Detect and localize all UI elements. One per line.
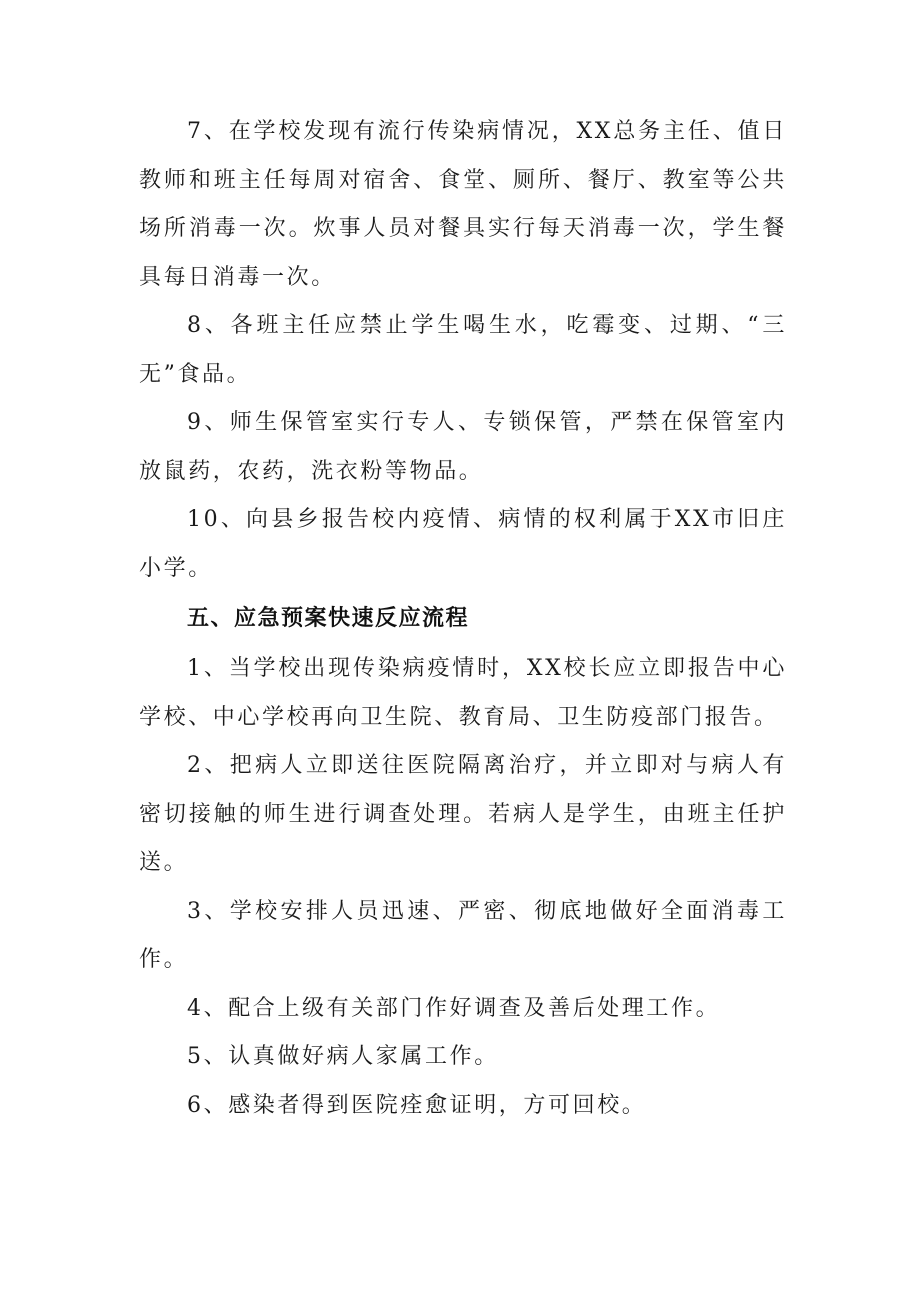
paragraph-item-9: 9、师生保管室实行专人、专锁保管，严禁在保管室内放鼠药，农药，洗衣粉等物品。 (139, 410, 787, 484)
paragraph-item-10: 10、向县乡报告校内疫情、病情的权利属于XX市旧庄小学。 (139, 507, 787, 581)
procedure-step-4: 4、配合上级有关部门作好调查及善后处理工作。 (187, 995, 721, 1021)
procedure-step-2: 2、把病人立即送往医院隔离治疗，并立即对与病人有密切接触的师生进行调查处理。若病人是学生，由班主任护送。 (139, 753, 787, 875)
procedure-step-5: 5、认真做好病人家属工作。 (187, 1044, 499, 1069)
procedure-step-3: 3、学校安排人员迅速、严密、彻底地做好全面消毒工作。 (139, 898, 787, 972)
procedure-step-1: 1、当学校出现传染病疫情时，XX校长应立即报告中心学校、中心学校再向卫生院、教育局、卫生防疫部门报告。 (139, 656, 787, 730)
document-body (139, 108, 787, 1130)
paragraph-item-8: 8、各班主任应禁止学生喝生水，吃霉变、过期、“三无”食品。 (139, 313, 787, 387)
procedure-step-6: 6、感染者得到医院痊愈证明，方可回校。 (187, 1092, 647, 1118)
paragraph-item-7: 7、在学校发现有流行传染病情况，XX总务主任、值日教师和班主任每周对宿舍、食堂、厕所、餐厅、教室等公共场所消毒一次。炊事人员对餐具实行每天消毒一次，学生餐具每日消毒一次。 (139, 119, 787, 290)
section-heading: 五、应急预案快速反应流程 (187, 606, 470, 631)
